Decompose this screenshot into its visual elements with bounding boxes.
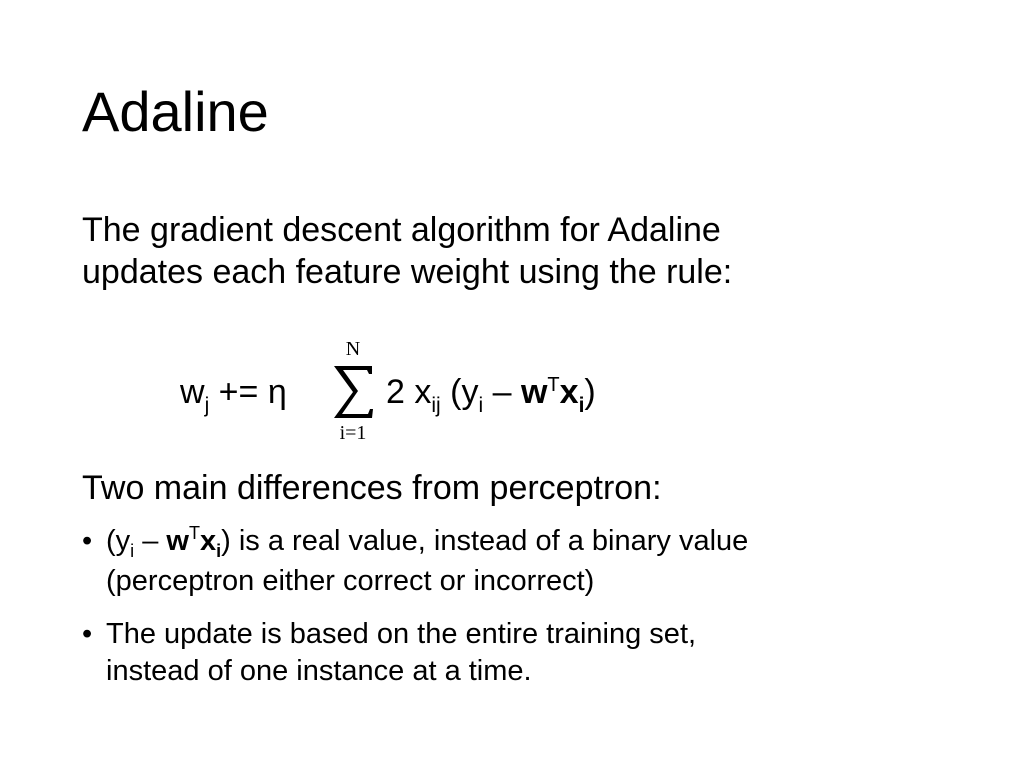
formula-bold-x: x [559, 373, 579, 411]
formula-dash: – [483, 373, 521, 411]
formula-lhs [180, 372, 287, 417]
bullet-1-bold-x: x [199, 525, 217, 557]
formula-x-subscript: ij [431, 394, 441, 417]
bullet-2-line-2: instead of one instance at a time. [106, 655, 532, 687]
update-rule-formula [180, 338, 700, 448]
bullet-2-line-1: The update is based on the entire training set, [106, 618, 697, 650]
intro-paragraph [82, 209, 962, 293]
formula-w-subscript: j [204, 394, 210, 417]
bullet-marker: • [82, 525, 93, 557]
formula-bold-x-subscript: i [578, 394, 585, 417]
bullet-1-bold-x-subscript: i [216, 541, 222, 561]
bullet-1-dash: – [134, 525, 167, 557]
differences-list [82, 523, 962, 706]
bullet-1-y-subscript: i [130, 541, 135, 561]
list-item [82, 616, 962, 690]
formula-transpose: T [547, 374, 560, 396]
intro-line-1: The gradient descent algorithm for Adaline [82, 211, 721, 249]
bullet-1-line-1 [106, 523, 962, 563]
bullet-1-open: (y [106, 525, 131, 557]
formula-bold-w: w [520, 373, 548, 411]
intro-line-2: updates each feature weight using the rule: [82, 253, 733, 291]
summation-upper-limit: N [345, 338, 361, 360]
bullet-1-transpose: T [188, 523, 200, 543]
formula-close-paren: ) [584, 373, 596, 411]
summation [328, 338, 378, 446]
formula-rhs [386, 372, 596, 417]
bullet-1-rest: ) is a real value, instead of a binary value [221, 525, 749, 557]
slide-title: Adaline [82, 80, 269, 143]
bullet-1-line-2: (perceptron either correct or incorrect) [106, 565, 595, 597]
summation-lower-limit: i=1 [339, 422, 367, 444]
list-item [82, 523, 962, 600]
formula-operator: += η [209, 373, 287, 411]
bullet-1-bold-w: w [166, 525, 189, 557]
bullet-marker: • [82, 618, 93, 650]
formula-paren-y: (y [440, 373, 479, 411]
formula-two-x: 2 x [386, 373, 432, 411]
formula-w: w [180, 373, 205, 411]
differences-heading: Two main differences from perceptron: [82, 469, 662, 507]
formula-y-subscript: i [478, 394, 484, 417]
sigma-icon [332, 364, 374, 420]
